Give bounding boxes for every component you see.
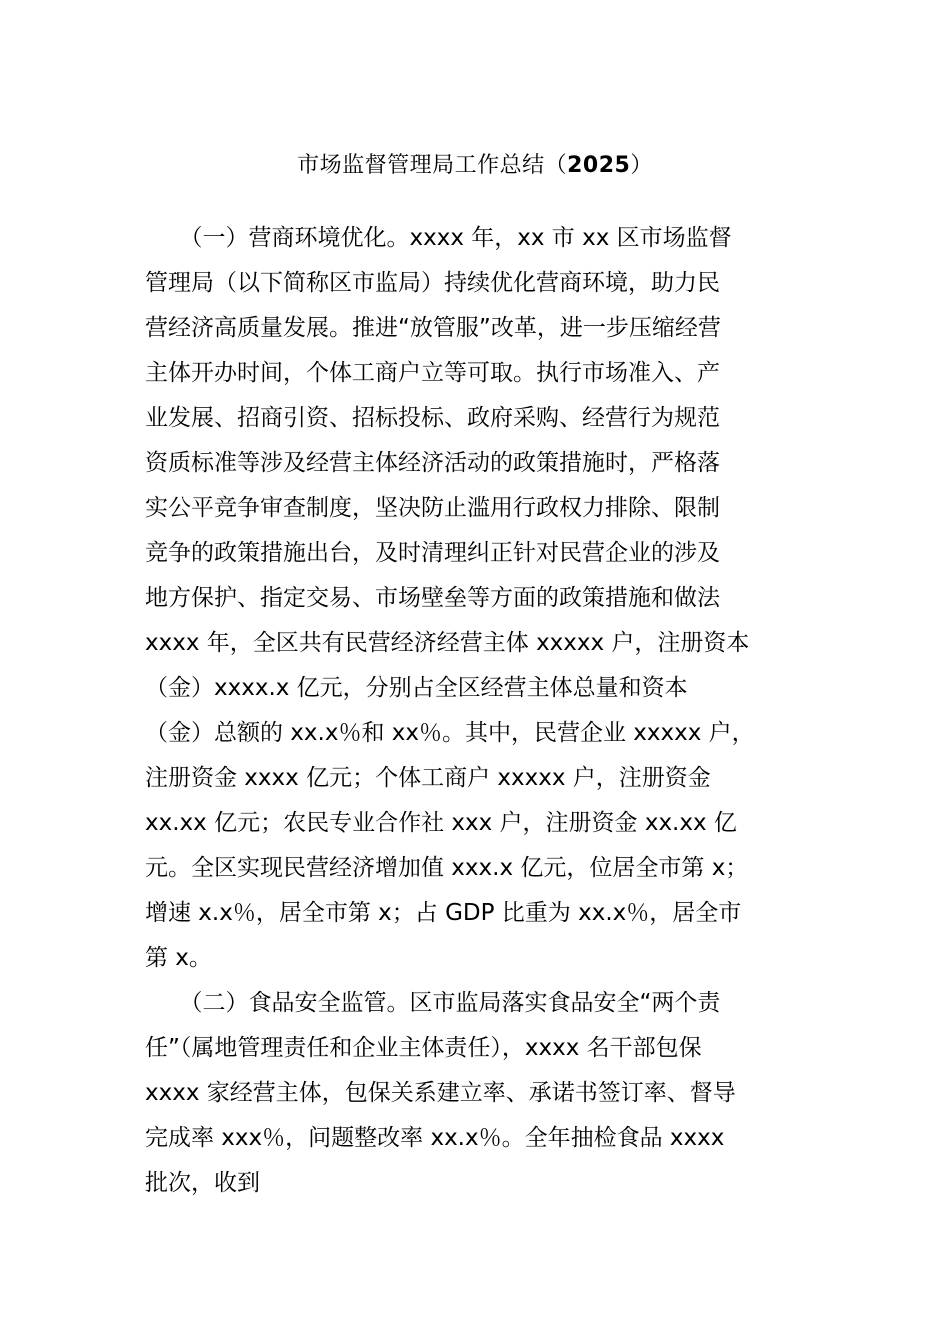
text-line: 批次，收到 — [145, 1170, 260, 1196]
text-line: xxxx 家经营主体，包保关系建立率、承诺书签订率、督导 — [145, 1080, 736, 1106]
title-year: 2025 — [567, 153, 631, 178]
text-line: 实公平竞争审查制度，坚决防止滥用行政权力排除、限制 — [145, 495, 720, 521]
text-line: 增速 x.x％，居全市第 x；占 GDP 比重为 xx.x％，居全市 — [145, 900, 742, 926]
text-line: 第 x。 — [145, 945, 212, 971]
text-line: 任”（属地管理责任和企业主体责任），xxxx 名干部包保 — [145, 1035, 702, 1061]
title-prefix: 市场监督管理局工作总结（ — [297, 153, 568, 178]
text-line: 地方保护、指定交易、市场壁垒等方面的政策措施和做法 — [145, 585, 720, 611]
text-line: xx.xx 亿元；农民专业合作社 xxx 户，注册资金 xx.xx 亿 — [145, 810, 737, 836]
text-line: 营经济高质量发展。推进“放管服”改革，进一步压缩经营 — [145, 315, 721, 341]
text-line: 主体开办时间，个体工商户立等可取。执行市场准入、产 — [145, 360, 720, 386]
text-line: （一）营商环境优化。xxxx 年，xx 市 xx 区市场监督 — [145, 225, 732, 251]
page-title — [0, 148, 950, 184]
text-line: 元。全区实现民营经济增加值 xxx.x 亿元，位居全市第 x； — [145, 855, 749, 881]
title-suffix: ） — [630, 153, 653, 178]
text-line: 完成率 xxx％，问题整改率 xx.x％。全年抽检食品 xxxx — [145, 1125, 725, 1151]
text-line: 资质标准等涉及经营主体经济活动的政策措施时，严格落 — [145, 450, 720, 476]
text-line: （金）总额的 xx.x％和 xx％。其中，民营企业 xxxxx 户， — [145, 720, 755, 746]
text-line: 注册资金 xxxx 亿元；个体工商户 xxxxx 户，注册资金 — [145, 765, 711, 791]
text-line: 业发展、招商引资、招标投标、政府采购、经营行为规范 — [145, 405, 720, 431]
text-line: 管理局（以下简称区市监局）持续优化营商环境，助力民 — [145, 270, 720, 296]
text-line: 竞争的政策措施出台，及时清理纠正针对民营企业的涉及 — [145, 540, 720, 566]
text-line: （二）食品安全监管。区市监局落实食品安全“两个责 — [145, 990, 721, 1016]
text-line: xxxx 年，全区共有民营经济经营主体 xxxxx 户，注册资本 — [145, 630, 750, 656]
text-line: （金）xxxx.x 亿元，分别占全区经营主体总量和资本 — [145, 675, 688, 701]
